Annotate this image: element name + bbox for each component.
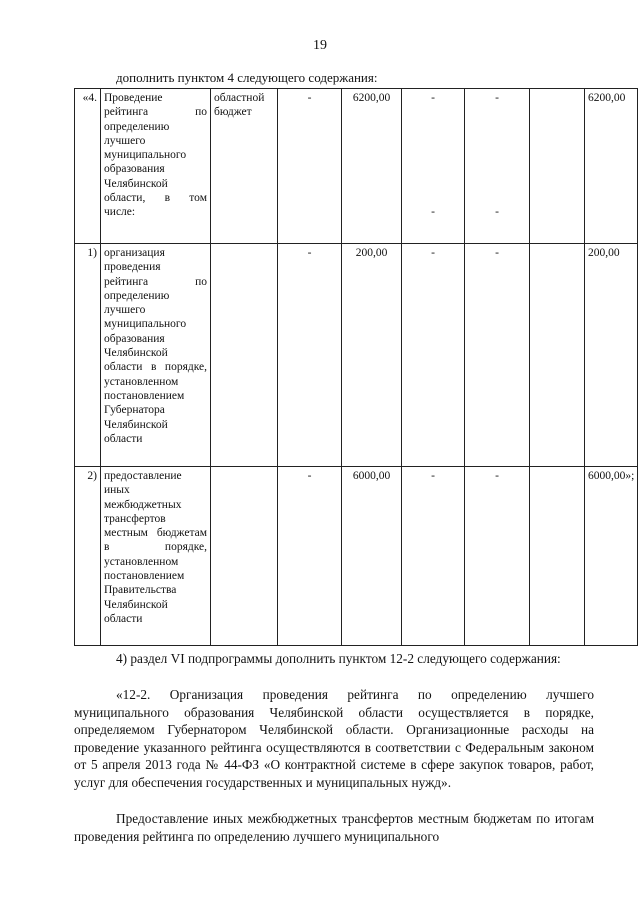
- paragraph-section-vi: 4) раздел VI подпрограммы дополнить пунктом 12-2 следующего содержания:: [116, 651, 561, 666]
- amendment-table: [74, 88, 638, 646]
- cell-col-d: -: [465, 467, 530, 646]
- cell-col-e: [530, 244, 585, 467]
- funding-source: областной бюджет: [211, 89, 278, 244]
- cell-col-b: 200,00: [342, 244, 402, 467]
- cell-col-d: [465, 89, 530, 244]
- cell-col-d-value: -: [495, 92, 499, 104]
- cell-col-c-value: -: [431, 92, 435, 104]
- cell-col-d-subtotal: -: [495, 206, 499, 219]
- cell-col-c-subtotal: -: [431, 206, 435, 219]
- row-number: 1): [75, 244, 101, 467]
- row-number: 2): [75, 467, 101, 646]
- row-name: предоставление иных межбюджетных трансфертов местным бюджетам в порядке, установленном постановлением Правительства Челябинской области: [101, 467, 211, 646]
- cell-col-total: 6200,00: [585, 89, 638, 244]
- table-row: [75, 244, 638, 467]
- cell-col-c: -: [402, 467, 465, 646]
- cell-col-total: 6000,00»;: [585, 467, 638, 646]
- intro-line: дополнить пунктом 4 следующего содержания:: [116, 70, 378, 85]
- row-number: «4.: [75, 89, 101, 244]
- cell-col-e: [530, 467, 585, 646]
- cell-col-a: -: [278, 89, 342, 244]
- cell-col-b: 6000,00: [342, 467, 402, 646]
- row-name: Проведение рейтинга по определению лучшего муниципального образования Челябинской области, в том числе:: [101, 89, 211, 244]
- page-number: 19: [313, 38, 327, 53]
- cell-col-total: 200,00: [585, 244, 638, 467]
- paragraph-12-2: «12-2. Организация проведения рейтинга по определению лучшего муниципального образования Челябинской области осуществляется в порядке, определяемом Губернатором Челябинской области. Организационные расходы на проведение указанного рейтинга осуществляются в соответствии с Федеральным законом от 5 апреля 2013 года № 44-ФЗ «О контрактной системе в сфере закупок товаров, работ, услуг для обеспечения государственных и муниципальных нужд».: [74, 687, 594, 790]
- funding-source: [211, 244, 278, 467]
- cell-col-c: -: [402, 244, 465, 467]
- row-name: организация проведения рейтинга по определению лучшего муниципального образования Челябинской области в порядке, установленном постановлением Губернатора Челябинской области: [101, 244, 211, 467]
- cell-col-c: [402, 89, 465, 244]
- table-row: [75, 89, 638, 244]
- table-row: [75, 467, 638, 646]
- paragraph-transfers: Предоставление иных межбюджетных трансфертов местным бюджетам по итогам проведения рейтинга по определению лучшего муниципального: [74, 811, 594, 844]
- funding-source: [211, 467, 278, 646]
- cell-col-b: 6200,00: [342, 89, 402, 244]
- cell-col-a: -: [278, 467, 342, 646]
- cell-col-a: -: [278, 244, 342, 467]
- cell-col-e: [530, 89, 585, 244]
- cell-col-d: -: [465, 244, 530, 467]
